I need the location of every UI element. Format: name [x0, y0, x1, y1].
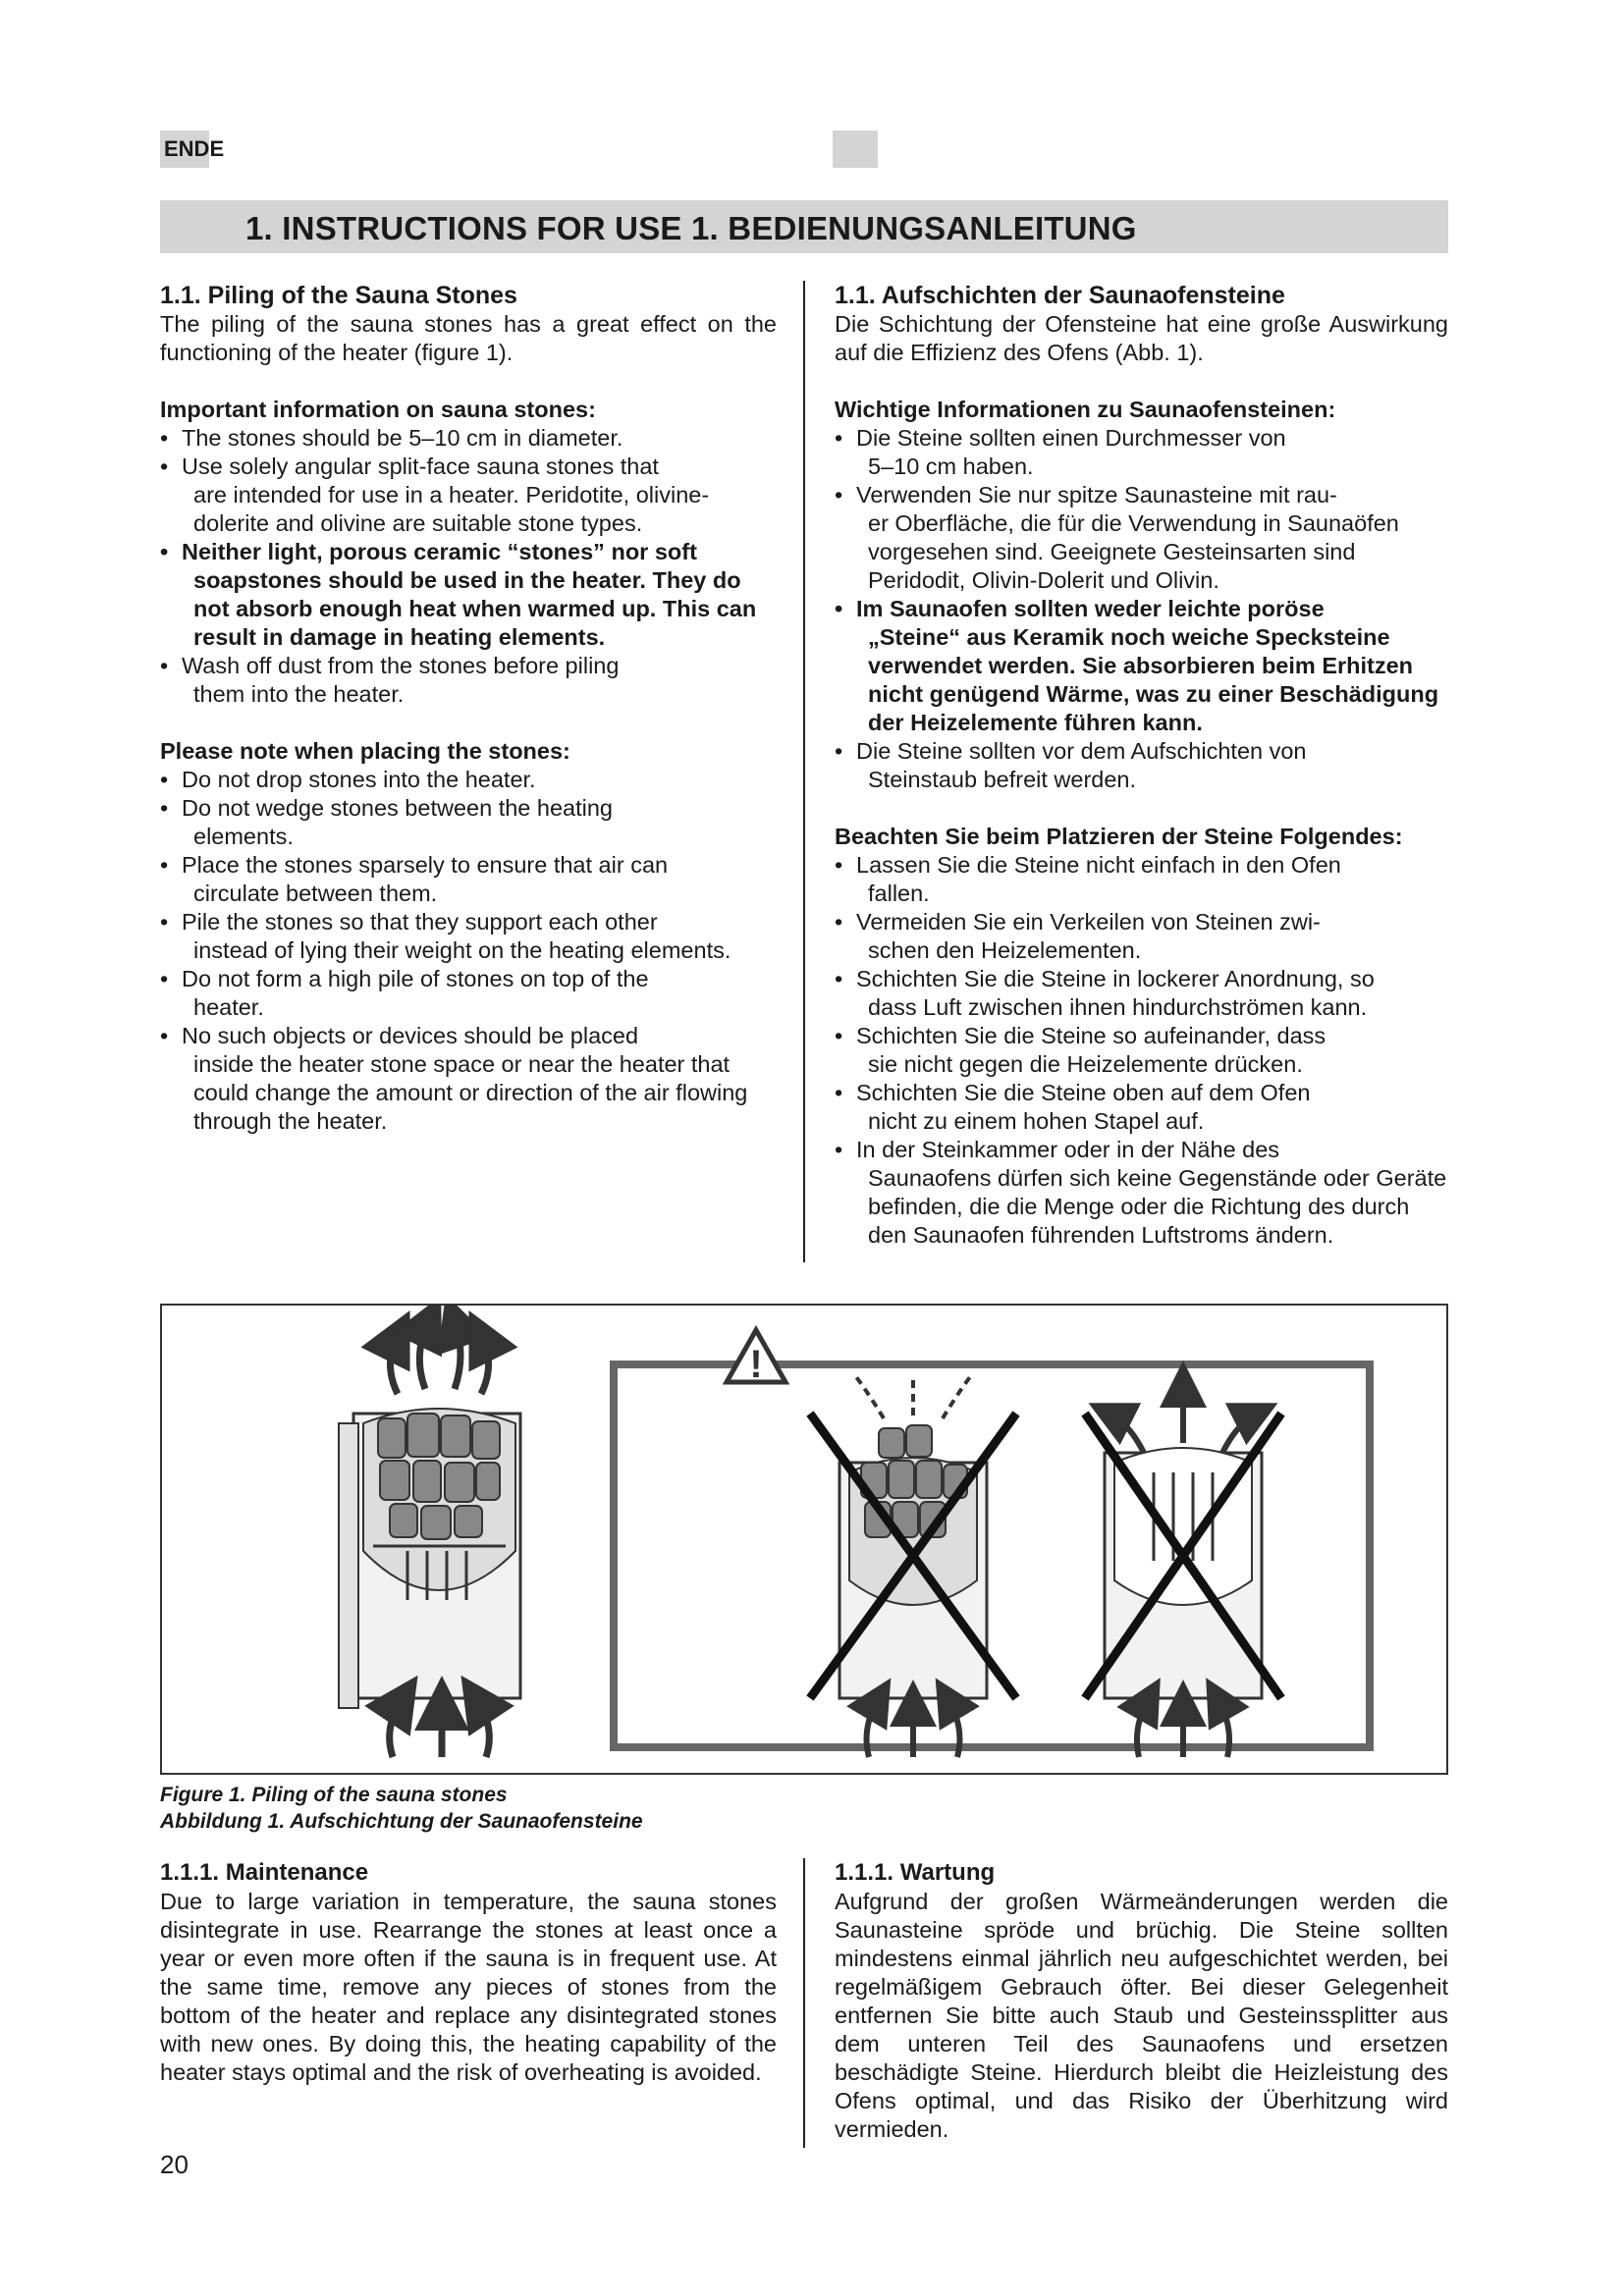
- maintenance-de: [835, 1858, 1448, 2144]
- important-heading-en: Important information on sauna stones:: [160, 397, 596, 422]
- list-item-first-line: Place the stones sparsely to ensure that air can: [182, 852, 669, 878]
- list-item-first-line: No such objects or devices should be placed: [182, 1023, 639, 1048]
- maintenance-text-de: Aufgrund der großen Wärmeänderungen werden die Saunasteine spröde und brüchig. Die Steine sollten mindestens einmal jährlich neu aufgeschichtet werden, bei regelmäßigem Gebrauch öfter. Bei dieser Gelegenheit entfernen Sie bitte auch Staub und Gesteinssplitter aus dem unteren Teil des Saunaofens und ersetzen beschädigte Steine. Hierdurch bleibt die Heizleistung des Ofens optimal, und das Risiko der Überhitzung wird vermieden.: [835, 1889, 1448, 2142]
- list-item-first-line: Vermeiden Sie ein Verkeilen von Steinen zwi-: [856, 909, 1321, 934]
- maintenance-title-en: 1.1.1. Maintenance: [160, 1859, 369, 1886]
- heater-wrong-sparse: [1085, 1384, 1281, 1757]
- list-item-continuation: schen den Heizelementen.: [868, 937, 1142, 963]
- list-item: [835, 965, 1448, 1022]
- list-item: [160, 538, 777, 652]
- list-item: [160, 424, 777, 453]
- list-item-continuation: 5–10 cm haben.: [868, 454, 1034, 479]
- list-item-first-line: Im Saunaofen sollten weder leichte poröse: [856, 596, 1325, 621]
- list-item-first-line: Neither light, porous ceramic “stones” nor soft: [182, 539, 697, 564]
- list-item-continuation: dass Luft zwischen ihnen hindurchströmen kann.: [868, 994, 1368, 1020]
- list-item-continuation: heater.: [193, 994, 264, 1020]
- list-item: [160, 851, 777, 908]
- list-item: [835, 908, 1448, 965]
- placing-list-de: [835, 851, 1448, 1250]
- language-tag-marker: [833, 131, 878, 168]
- maintenance-en: [160, 1858, 777, 2087]
- list-item-continuation: er Oberfläche, die für die Verwendung in Saunaöfen vorgesehen sind. Geeignete Gesteinsarten sind Peridodit, Olivin-Dolerit und Olivin.: [868, 510, 1399, 593]
- list-item-first-line: Do not wedge stones between the heating: [182, 795, 613, 821]
- list-item-first-line: Wash off dust from the stones before piling: [182, 653, 620, 678]
- important-list-en: [160, 424, 777, 709]
- page-title: 1. INSTRUCTIONS FOR USE 1. BEDIENUNGSANLEITUNG: [245, 210, 1137, 246]
- list-item-first-line: Do not drop stones into the heater.: [182, 767, 536, 792]
- list-item-continuation: soapstones should be used in the heater. They do not absorb enough heat when warmed up. This can result in damage in heating elements.: [193, 567, 757, 650]
- list-item-continuation: Steinstaub befreit werden.: [868, 767, 1137, 792]
- list-item: [160, 965, 777, 1022]
- list-item: [835, 737, 1448, 794]
- list-item-continuation: them into the heater.: [193, 681, 405, 707]
- list-item-continuation: nicht zu einem hohen Stapel auf.: [868, 1108, 1205, 1134]
- figure-1: [160, 1304, 1448, 1775]
- intro-en: The piling of the sauna stones has a great effect on the functioning of the heater (figure 1).: [160, 311, 777, 365]
- page-number: 20: [160, 2150, 189, 2179]
- figure-caption-de: Abbildung 1. Aufschichtung der Saunaofensteine: [160, 1810, 643, 1833]
- list-item-continuation: „Steine“ aus Keramik noch weiche Specksteine verwendet werden. Sie absorbieren beim Erhitzen nicht genügend Wärme, was zu einer Beschädigung der Heizelemente führen kann.: [868, 624, 1439, 735]
- list-item: [160, 453, 777, 538]
- list-item-continuation: sie nicht gegen die Heizelemente drücken.: [868, 1051, 1303, 1077]
- list-item: [160, 766, 777, 794]
- maintenance-text-en: Due to large variation in temperature, the sauna stones disintegrate in use. Rearrange the stones at least once a year or even more often if the sauna is in frequent use. At the same time, remove any pieces of stones from the bottom of the heater and replace any disintegrated stones with new ones. By doing this, the heating capability of the heater stays optimal and the risk of overheating is avoided.: [160, 1889, 777, 2085]
- section-title-en: 1.1. Piling of the Sauna Stones: [160, 282, 517, 309]
- list-item-first-line: Do not form a high pile of stones on top of the: [182, 966, 649, 991]
- heater-correct: [339, 1320, 520, 1757]
- placing-list-en: [160, 766, 777, 1136]
- important-list-de: [835, 424, 1448, 794]
- list-item-continuation: inside the heater stone space or near the heater that could change the amount or direction of the air flowing through the heater.: [193, 1051, 748, 1134]
- list-item: [835, 424, 1448, 481]
- list-item: [835, 481, 1448, 595]
- list-item: [835, 1079, 1448, 1136]
- list-item-first-line: Use solely angular split-face sauna stones that: [182, 454, 659, 479]
- svg-text:!: !: [749, 1343, 763, 1386]
- column-divider-top: [803, 281, 805, 1262]
- list-item-first-line: In der Steinkammer oder in der Nähe des: [856, 1137, 1280, 1162]
- list-item-first-line: Pile the stones so that they support each other: [182, 909, 658, 934]
- figure-caption-en: Figure 1. Piling of the sauna stones: [160, 1784, 508, 1806]
- list-item-continuation: are intended for use in a heater. Peridotite, olivine-dolerite and olivine are suitable stone types.: [193, 482, 710, 536]
- warning-icon: [727, 1330, 785, 1386]
- list-item: [160, 908, 777, 965]
- list-item-first-line: Verwenden Sie nur spitze Saunasteine mit rau-: [856, 482, 1337, 507]
- list-item: [160, 652, 777, 709]
- figure-illustration: [162, 1306, 1446, 1773]
- list-item-continuation: circulate between them.: [193, 881, 438, 906]
- placing-heading-de: Beachten Sie beim Platzieren der Steine Folgendes:: [835, 824, 1403, 849]
- list-item: [835, 1022, 1448, 1079]
- list-item-continuation: elements.: [193, 824, 294, 849]
- list-item-first-line: Die Steine sollten vor dem Aufschichten von: [856, 738, 1307, 764]
- column-divider-bottom: [803, 1858, 805, 2148]
- list-item-continuation: Saunaofens dürfen sich keine Gegenstände oder Geräte befinden, die die Menge oder die Richtung des durch den Saunaofen führenden Luftstroms ändern.: [868, 1165, 1447, 1248]
- language-tag: ENDE: [160, 131, 209, 168]
- list-item: [835, 1136, 1448, 1250]
- list-item-first-line: The stones should be 5–10 cm in diameter.: [182, 425, 623, 451]
- list-item: [160, 794, 777, 851]
- important-heading-de: Wichtige Informationen zu Saunaofensteinen:: [835, 397, 1336, 422]
- maintenance-title-de: 1.1.1. Wartung: [835, 1859, 996, 1886]
- heater-wrong-high-pile: [810, 1374, 1016, 1757]
- list-item-first-line: Die Steine sollten einen Durchmesser von: [856, 425, 1286, 451]
- list-item-continuation: fallen.: [868, 881, 930, 906]
- list-item: [835, 851, 1448, 908]
- list-item-first-line: Lassen Sie die Steine nicht einfach in den Ofen: [856, 852, 1341, 878]
- section-title-de: 1.1. Aufschichten der Saunaofensteine: [835, 282, 1285, 309]
- list-item-continuation: instead of lying their weight on the heating elements.: [193, 937, 731, 963]
- list-item-first-line: Schichten Sie die Steine in lockerer Anordnung, so: [856, 966, 1375, 991]
- list-item: [835, 595, 1448, 737]
- figure-caption: [160, 1782, 643, 1835]
- german-column: [835, 281, 1448, 1250]
- intro-de: Die Schichtung der Ofensteine hat eine große Auswirkung auf die Effizienz des Ofens (Abb. 1).: [835, 311, 1448, 365]
- english-column: [160, 281, 777, 1136]
- list-item-first-line: Schichten Sie die Steine oben auf dem Ofen: [856, 1080, 1311, 1105]
- list-item: [160, 1022, 777, 1136]
- list-item-first-line: Schichten Sie die Steine so aufeinander, dass: [856, 1023, 1326, 1048]
- placing-heading-en: Please note when placing the stones:: [160, 738, 570, 764]
